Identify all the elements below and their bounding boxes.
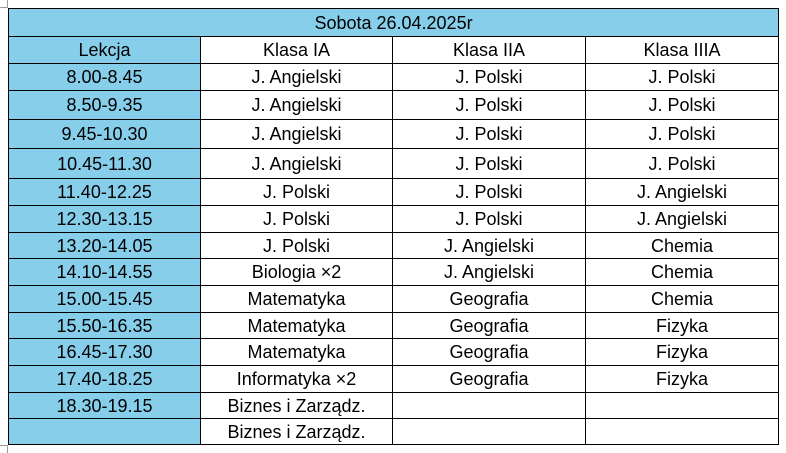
class-iia-cell: J. Polski — [393, 206, 586, 233]
lesson-time-cell: 11.40-12.25 — [9, 179, 201, 206]
lesson-time-cell: 13.20-14.05 — [9, 233, 201, 259]
page-corner-mark-top — [0, 0, 8, 8]
class-iia-cell: Geografia — [393, 313, 586, 339]
class-ia-cell: J. Angielski — [201, 64, 393, 91]
class-iia-cell: Geografia — [393, 286, 586, 313]
class-ia-cell: J. Polski — [201, 233, 393, 259]
class-iia-cell: Geografia — [393, 339, 586, 366]
schedule-table — [8, 8, 779, 445]
page-corner-mark-bottom — [0, 445, 8, 453]
class-iiia-cell: Chemia — [586, 233, 779, 259]
class-iiia-cell: J. Polski — [586, 91, 779, 120]
class-iiia-cell: Fizyka — [586, 366, 779, 393]
lesson-time-cell: 15.50-16.35 — [9, 313, 201, 339]
class-ia-cell: Biznes i Zarządz. — [201, 393, 393, 419]
header-class-ia: Klasa IA — [201, 37, 393, 64]
header-class-iiia: Klasa IIIA — [586, 37, 779, 64]
table-row — [9, 233, 779, 259]
class-ia-cell: J. Angielski — [201, 149, 393, 179]
lesson-time-cell: 12.30-13.15 — [9, 206, 201, 233]
class-ia-cell: Matematyka — [201, 313, 393, 339]
table-row — [9, 91, 779, 120]
class-iia-cell: J. Polski — [393, 120, 586, 149]
table-row — [9, 366, 779, 393]
table-row — [9, 393, 779, 419]
class-iia-cell: J. Angielski — [393, 233, 586, 259]
table-row — [9, 286, 779, 313]
class-iiia-cell: J. Angielski — [586, 179, 779, 206]
table-row — [9, 120, 779, 149]
class-iia-cell: J. Angielski — [393, 259, 586, 286]
table-row — [9, 149, 779, 179]
class-iiia-cell: Fizyka — [586, 339, 779, 366]
class-ia-cell: J. Angielski — [201, 120, 393, 149]
title-row — [9, 9, 779, 37]
class-ia-cell: Biologia ×2 — [201, 259, 393, 286]
class-iiia-cell: Chemia — [586, 286, 779, 313]
class-iia-cell — [393, 393, 586, 419]
class-ia-cell: J. Polski — [201, 206, 393, 233]
class-iia-cell: J. Polski — [393, 179, 586, 206]
table-row — [9, 259, 779, 286]
header-row — [9, 37, 779, 64]
lesson-time-cell — [9, 419, 201, 445]
schedule-title: Sobota 26.04.2025r — [9, 9, 779, 37]
class-ia-cell: J. Polski — [201, 179, 393, 206]
lesson-time-cell: 14.10-14.55 — [9, 259, 201, 286]
table-row — [9, 339, 779, 366]
lesson-time-cell: 16.45-17.30 — [9, 339, 201, 366]
class-iia-cell: J. Polski — [393, 149, 586, 179]
lesson-time-cell: 9.45-10.30 — [9, 120, 201, 149]
class-iiia-cell: Chemia — [586, 259, 779, 286]
header-lesson: Lekcja — [9, 37, 201, 64]
table-row — [9, 64, 779, 91]
class-iiia-cell — [586, 419, 779, 445]
lesson-time-cell: 8.00-8.45 — [9, 64, 201, 91]
class-iia-cell: J. Polski — [393, 91, 586, 120]
class-ia-cell: Informatyka ×2 — [201, 366, 393, 393]
lesson-time-cell: 15.00-15.45 — [9, 286, 201, 313]
lesson-time-cell: 17.40-18.25 — [9, 366, 201, 393]
table-row — [9, 419, 779, 445]
header-class-iia: Klasa IIA — [393, 37, 586, 64]
lesson-time-cell: 18.30-19.15 — [9, 393, 201, 419]
lesson-time-cell: 10.45-11.30 — [9, 149, 201, 179]
class-ia-cell: Matematyka — [201, 286, 393, 313]
class-iiia-cell: J. Polski — [586, 64, 779, 91]
class-iiia-cell — [586, 393, 779, 419]
lesson-time-cell: 8.50-9.35 — [9, 91, 201, 120]
class-iiia-cell: Fizyka — [586, 313, 779, 339]
class-iia-cell: J. Polski — [393, 64, 586, 91]
class-iia-cell — [393, 419, 586, 445]
class-ia-cell: Matematyka — [201, 339, 393, 366]
class-iiia-cell: J. Angielski — [586, 206, 779, 233]
class-iiia-cell: J. Polski — [586, 149, 779, 179]
table-row — [9, 179, 779, 206]
class-iia-cell: Geografia — [393, 366, 586, 393]
table-row — [9, 206, 779, 233]
class-iiia-cell: J. Polski — [586, 120, 779, 149]
class-ia-cell: Biznes i Zarządz. — [201, 419, 393, 445]
class-ia-cell: J. Angielski — [201, 91, 393, 120]
table-row — [9, 313, 779, 339]
